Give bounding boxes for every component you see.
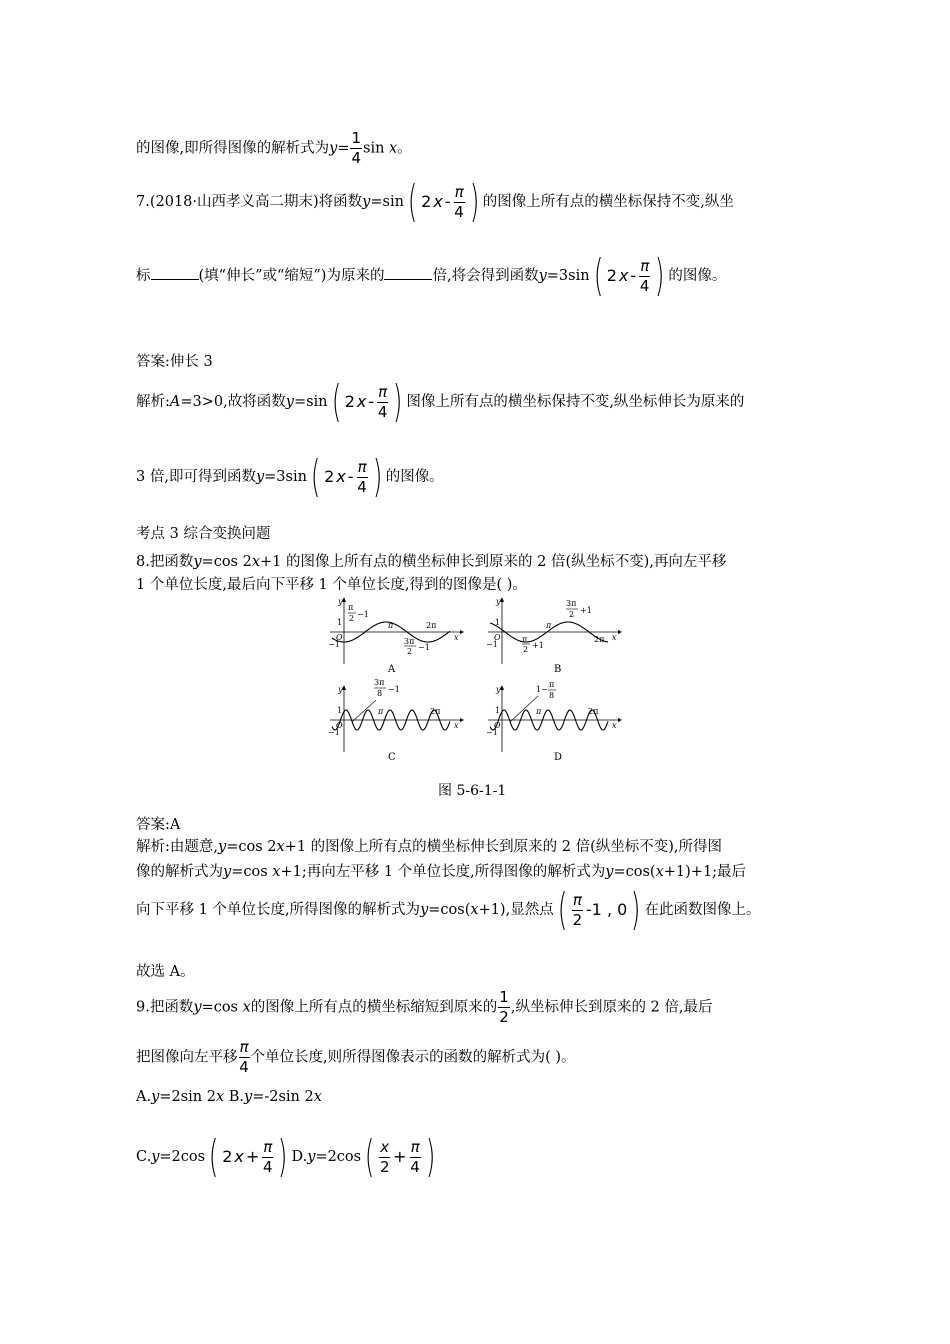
origin-label: O bbox=[494, 721, 501, 730]
tick-label-1: 1 bbox=[495, 618, 501, 627]
coef: 2 bbox=[606, 266, 617, 285]
label-two: 2 bbox=[569, 610, 575, 619]
label-pi: π bbox=[549, 680, 555, 689]
pi-tick: π bbox=[378, 707, 384, 716]
label-minus-one: −1 bbox=[388, 685, 400, 694]
q9-text-2: 的图像上所有点的横坐标缩短到原来的 bbox=[250, 999, 498, 1016]
coef: 2 bbox=[344, 392, 355, 411]
var-y: y bbox=[538, 268, 547, 284]
var-x: x bbox=[655, 864, 664, 880]
cos-text: =cos 2 bbox=[201, 554, 252, 570]
panel-letter-c: C bbox=[388, 752, 396, 763]
explain-text-2: +1 的图像上所有点的横坐标伸长到原来的 2 倍(纵坐标不变),所得图 bbox=[284, 839, 723, 855]
var-x: x bbox=[433, 192, 443, 211]
y-axis-label: y bbox=[338, 597, 343, 606]
blank-1 bbox=[151, 265, 199, 280]
x-axis-arrow bbox=[618, 718, 622, 722]
paren-expr bbox=[404, 176, 483, 227]
pi-over-4 bbox=[262, 1137, 273, 1176]
x-axis-label: x bbox=[454, 633, 459, 642]
var-y: y bbox=[255, 469, 265, 485]
tick-label-minus1: −1 bbox=[486, 640, 498, 649]
explain-text: =3>0,故将函数 bbox=[180, 394, 286, 410]
frac-den: 4 bbox=[377, 402, 388, 421]
left-paren: ( bbox=[208, 1131, 219, 1182]
period: 。 bbox=[397, 140, 412, 157]
expr bbox=[421, 182, 465, 221]
2pi-tick: 2π bbox=[588, 707, 599, 716]
var-y: y bbox=[193, 999, 202, 1016]
right-paren: ) bbox=[425, 1131, 435, 1182]
frac-num: π bbox=[378, 382, 388, 401]
x-over-2 bbox=[379, 1137, 390, 1176]
answer-text: 答案:伸长 3 bbox=[136, 354, 213, 370]
plus: + bbox=[245, 1147, 260, 1166]
frac-den: 4 bbox=[263, 1157, 273, 1176]
panel-letter-a: A bbox=[388, 664, 396, 675]
y-axis-label: y bbox=[496, 597, 501, 606]
q7-line2 bbox=[136, 250, 727, 301]
option-c-text: =2cos bbox=[159, 1149, 206, 1165]
pi-tick: π bbox=[536, 707, 542, 716]
q9-text-4: 把图像向左平移 bbox=[136, 1049, 238, 1066]
minus: - bbox=[630, 266, 637, 285]
a8-answer bbox=[136, 818, 180, 833]
q8-text: 8.把函数 bbox=[136, 554, 194, 570]
label-plus-one: +1 bbox=[532, 641, 544, 650]
right-paren: ) bbox=[278, 1131, 288, 1182]
pi-over-4 bbox=[639, 256, 650, 295]
origin-label: O bbox=[336, 721, 343, 730]
left-paren: ( bbox=[310, 451, 321, 502]
a7-explain-line1 bbox=[136, 376, 745, 427]
left-paren: ( bbox=[557, 884, 568, 935]
cos-text: =cos bbox=[231, 864, 273, 880]
option-c-label: C. bbox=[136, 1149, 152, 1165]
tick-label-1: 1 bbox=[337, 618, 343, 627]
var-x: x bbox=[276, 839, 285, 855]
cos-text-3: =cos( bbox=[428, 902, 471, 918]
x-axis-arrow bbox=[460, 630, 464, 634]
pi-tick: π bbox=[388, 621, 394, 630]
var-x: x bbox=[389, 140, 398, 157]
frac-num: x bbox=[380, 1137, 390, 1156]
var-y: y bbox=[193, 554, 202, 570]
q8-text-3: 1 个单位长度,最后向下平移 1 个单位长度,得到的图像是( )。 bbox=[136, 577, 527, 593]
y-axis-arrow bbox=[342, 685, 346, 690]
intro-line bbox=[136, 131, 412, 166]
tick-label-minus1: −1 bbox=[328, 640, 340, 649]
q9-text-3: ,纵坐标伸长到原来的 2 倍,最后 bbox=[510, 999, 713, 1016]
sin-text: sin bbox=[363, 140, 390, 157]
label-plus-one: +1 bbox=[580, 606, 592, 615]
var-y: y bbox=[223, 864, 232, 880]
pi-over-4 bbox=[410, 1137, 421, 1176]
left-paren: ( bbox=[407, 176, 418, 227]
paren-expr bbox=[590, 250, 669, 301]
label-pi: π bbox=[348, 603, 354, 612]
var-x: x bbox=[356, 392, 367, 411]
tick-label-1: 1 bbox=[337, 706, 343, 715]
option-a-label: A. bbox=[136, 1089, 152, 1105]
origin-label: O bbox=[336, 633, 343, 642]
var-x: x bbox=[215, 1089, 225, 1105]
var-y: y bbox=[362, 194, 371, 210]
fraction-one-half bbox=[498, 990, 510, 1025]
y-axis-arrow bbox=[500, 685, 504, 690]
paren-expr bbox=[205, 1131, 291, 1182]
x-axis-arrow bbox=[618, 630, 622, 634]
frac-num: π bbox=[239, 1038, 249, 1056]
label-one-minus: 1− bbox=[536, 685, 548, 694]
paren-expr bbox=[361, 1131, 439, 1182]
sin-text: =sin bbox=[370, 194, 404, 210]
var-y: y bbox=[244, 1089, 253, 1105]
frac-den: 4 bbox=[639, 276, 650, 295]
cos-text: =cos 2 bbox=[226, 839, 277, 855]
x-axis-label: x bbox=[612, 633, 617, 642]
var-x: x bbox=[336, 467, 346, 486]
intro-text: 的图像,即所得图像的解析式为 bbox=[136, 140, 330, 157]
x-axis-arrow bbox=[460, 718, 464, 722]
pointer-line bbox=[352, 700, 376, 722]
frac-num: π bbox=[357, 457, 367, 476]
frac-num: 1 bbox=[351, 129, 362, 147]
var-x: x bbox=[272, 864, 281, 880]
frac-den: 2 bbox=[379, 1157, 390, 1176]
label-two: 2 bbox=[523, 645, 529, 654]
cos-text-2: =cos( bbox=[613, 864, 656, 880]
a8-line2 bbox=[136, 865, 746, 880]
pi-over-4 bbox=[239, 1040, 250, 1075]
a8-line3 bbox=[136, 884, 761, 935]
expr bbox=[344, 382, 389, 421]
expr bbox=[571, 890, 628, 929]
frac-den: 4 bbox=[351, 149, 362, 167]
paren-expr bbox=[328, 376, 407, 427]
right-paren: ) bbox=[631, 884, 641, 935]
pi-over-4 bbox=[454, 182, 465, 221]
right-paren: ) bbox=[655, 250, 665, 301]
label-pi: π bbox=[522, 635, 528, 644]
graph-panel-b bbox=[486, 597, 622, 664]
pointer-line bbox=[510, 696, 538, 722]
cos-text: =cos bbox=[201, 999, 243, 1016]
var-y: y bbox=[151, 1149, 160, 1165]
var-x: x bbox=[251, 554, 261, 570]
q7-text-5: 倍,将会得到函数 bbox=[432, 268, 539, 284]
right-paren: ) bbox=[469, 176, 479, 227]
frac-num: π bbox=[640, 256, 650, 275]
y-axis-arrow bbox=[500, 597, 504, 602]
equals: = bbox=[337, 140, 350, 157]
frac-num: 1 bbox=[499, 988, 509, 1006]
frac-den: 4 bbox=[410, 1157, 420, 1176]
sin-text: =3sin bbox=[264, 469, 307, 485]
x-axis-label: x bbox=[454, 721, 459, 730]
var-y: y bbox=[151, 1089, 160, 1105]
var-y: y bbox=[329, 140, 338, 157]
graph-figure bbox=[326, 594, 626, 770]
frac-den: 2 bbox=[499, 1008, 509, 1026]
expr bbox=[324, 457, 368, 496]
graph-panel-a bbox=[328, 597, 464, 664]
label-3pi: 3π bbox=[374, 678, 385, 687]
label-3pi: 3π bbox=[566, 599, 577, 608]
option-d-text: =2cos bbox=[315, 1149, 362, 1165]
origin-label: O bbox=[494, 633, 501, 642]
explain-text-2: 图像上所有点的横坐标保持不变,纵坐标伸长为原来的 bbox=[406, 394, 745, 410]
var-x: x bbox=[242, 999, 251, 1016]
graph-panel-c bbox=[328, 678, 464, 752]
2pi-tick: 2π bbox=[426, 621, 437, 630]
y-axis-arrow bbox=[342, 597, 346, 602]
explain-text-3: 像的解析式为 bbox=[136, 864, 223, 880]
panel-letter-d: D bbox=[554, 752, 563, 763]
expr bbox=[606, 256, 651, 295]
pi-over-2 bbox=[572, 890, 583, 929]
answer-text: 答案:A bbox=[136, 817, 181, 833]
var-x: x bbox=[313, 1089, 322, 1105]
frac-num: π bbox=[454, 182, 464, 201]
section-heading bbox=[136, 527, 270, 542]
option-d-label: D. bbox=[291, 1149, 308, 1165]
y-axis-label: y bbox=[338, 685, 343, 694]
frac-den: 4 bbox=[239, 1058, 249, 1076]
q9-line1 bbox=[136, 990, 713, 1025]
2pi-tick: 2π bbox=[430, 707, 441, 716]
explain-text: 解析:由题意, bbox=[136, 839, 218, 855]
var-y: y bbox=[307, 1149, 316, 1165]
explain-text-5: +1)+1;最后 bbox=[663, 864, 747, 880]
explain-text-6: 向下平移 1 个单位长度,所得图像的解析式为 bbox=[136, 902, 421, 918]
explain-text-3: 3 倍,即可得到函数 bbox=[136, 469, 256, 485]
explain-text-4: 的图像。 bbox=[385, 469, 444, 485]
minus: - bbox=[368, 392, 375, 411]
label-two: 2 bbox=[349, 614, 355, 623]
frac-den: 4 bbox=[454, 202, 464, 221]
tick-label-minus1: −1 bbox=[486, 728, 498, 737]
var-y: y bbox=[218, 839, 227, 855]
blank-2 bbox=[384, 265, 432, 280]
minus: - bbox=[444, 192, 451, 211]
point-rest: -1 , 0 bbox=[585, 900, 628, 919]
graph-panel-d bbox=[486, 680, 622, 752]
frac-den: 4 bbox=[357, 477, 367, 496]
label-3pi: 3π bbox=[404, 637, 415, 646]
q9-options-ab bbox=[136, 1090, 322, 1105]
q7-line1 bbox=[136, 176, 734, 227]
right-paren: ) bbox=[372, 451, 382, 502]
option-b-label: B. bbox=[224, 1089, 244, 1105]
q9-line2 bbox=[136, 1040, 576, 1075]
frac-den: 2 bbox=[572, 910, 583, 929]
a8-line1 bbox=[136, 840, 722, 855]
explain-label: 解析: bbox=[136, 394, 170, 410]
q8-text-2: +1 的图像上所有点的横坐标伸长到原来的 2 倍(纵坐标不变),再向左平移 bbox=[260, 554, 727, 570]
label-eight: 8 bbox=[377, 689, 383, 698]
q9-text: 9.把函数 bbox=[136, 999, 194, 1016]
coef: 2 bbox=[421, 192, 432, 211]
q7-text: 7.(2018·山西孝义高二期末)将函数 bbox=[136, 194, 363, 210]
coef: 2 bbox=[222, 1147, 233, 1166]
explain-text-7: +1),显然点 bbox=[478, 902, 554, 918]
expr bbox=[222, 1137, 274, 1176]
q9-options-cd bbox=[136, 1131, 439, 1182]
point-expr bbox=[554, 884, 645, 935]
tick-label-1: 1 bbox=[495, 706, 501, 715]
option-b-text: =-2sin 2 bbox=[252, 1089, 314, 1105]
q7-text-3: 标 bbox=[136, 268, 151, 284]
coef: 2 bbox=[324, 467, 335, 486]
plus: + bbox=[393, 1147, 407, 1166]
option-a-text: =2sin 2 bbox=[159, 1089, 216, 1105]
left-paren: ( bbox=[593, 250, 603, 301]
var-A: A bbox=[169, 394, 181, 410]
var-x: x bbox=[470, 902, 479, 918]
q9-text-5: 个单位长度,则所得图像表示的函数的解析式为( )。 bbox=[250, 1049, 576, 1066]
right-paren: ) bbox=[393, 376, 403, 427]
var-y: y bbox=[420, 902, 429, 918]
frac-num: π bbox=[572, 890, 582, 909]
sin-text: =sin bbox=[293, 394, 328, 410]
label-eight: 8 bbox=[549, 691, 555, 700]
pi-over-4 bbox=[377, 382, 388, 421]
y-axis-label: y bbox=[496, 685, 501, 694]
2pi-tick: 2π bbox=[594, 635, 605, 644]
minus: - bbox=[347, 467, 354, 486]
label-minus-one: −1 bbox=[418, 643, 430, 652]
q7-text-4: (填“伸长”或“缩短”)为原来的 bbox=[198, 268, 385, 284]
explain-text-9: 故选 A。 bbox=[136, 964, 195, 980]
pi-over-4 bbox=[357, 457, 368, 496]
explain-text-8: 在此函数图像上。 bbox=[644, 902, 761, 918]
q8-line1 bbox=[136, 555, 726, 570]
var-y: y bbox=[285, 394, 294, 410]
a8-line4 bbox=[136, 965, 195, 980]
var-y: y bbox=[605, 864, 614, 880]
paren-expr bbox=[307, 451, 386, 502]
q7-text-6: 的图像。 bbox=[668, 268, 727, 284]
left-paren: ( bbox=[331, 376, 341, 427]
figure-caption: 图 5-6-1-1 bbox=[438, 783, 507, 799]
explain-text-4: +1;再向左平移 1 个单位长度,所得图像的解析式为 bbox=[280, 864, 606, 880]
a7-explain-line2 bbox=[136, 451, 444, 502]
var-x: x bbox=[234, 1147, 244, 1166]
a7-answer bbox=[136, 355, 213, 370]
frac-num: π bbox=[410, 1137, 420, 1156]
pi-tick: π bbox=[546, 621, 552, 630]
tick-label-minus1: −1 bbox=[328, 728, 340, 737]
x-axis-label: x bbox=[612, 721, 617, 730]
q8-line2 bbox=[136, 578, 527, 593]
frac-num: π bbox=[263, 1137, 273, 1156]
panel-letter-b: B bbox=[554, 664, 562, 675]
var-x: x bbox=[618, 266, 629, 285]
fraction-one-quarter bbox=[350, 131, 362, 166]
q7-text-2: 的图像上所有点的横坐标保持不变,纵坐 bbox=[482, 194, 734, 210]
left-paren: ( bbox=[364, 1131, 375, 1182]
sin-text: =3sin bbox=[546, 268, 590, 284]
label-minus-one: −1 bbox=[357, 610, 369, 619]
section-text: 考点 3 综合变换问题 bbox=[136, 526, 271, 542]
expr bbox=[378, 1137, 421, 1176]
label-two: 2 bbox=[407, 647, 413, 656]
